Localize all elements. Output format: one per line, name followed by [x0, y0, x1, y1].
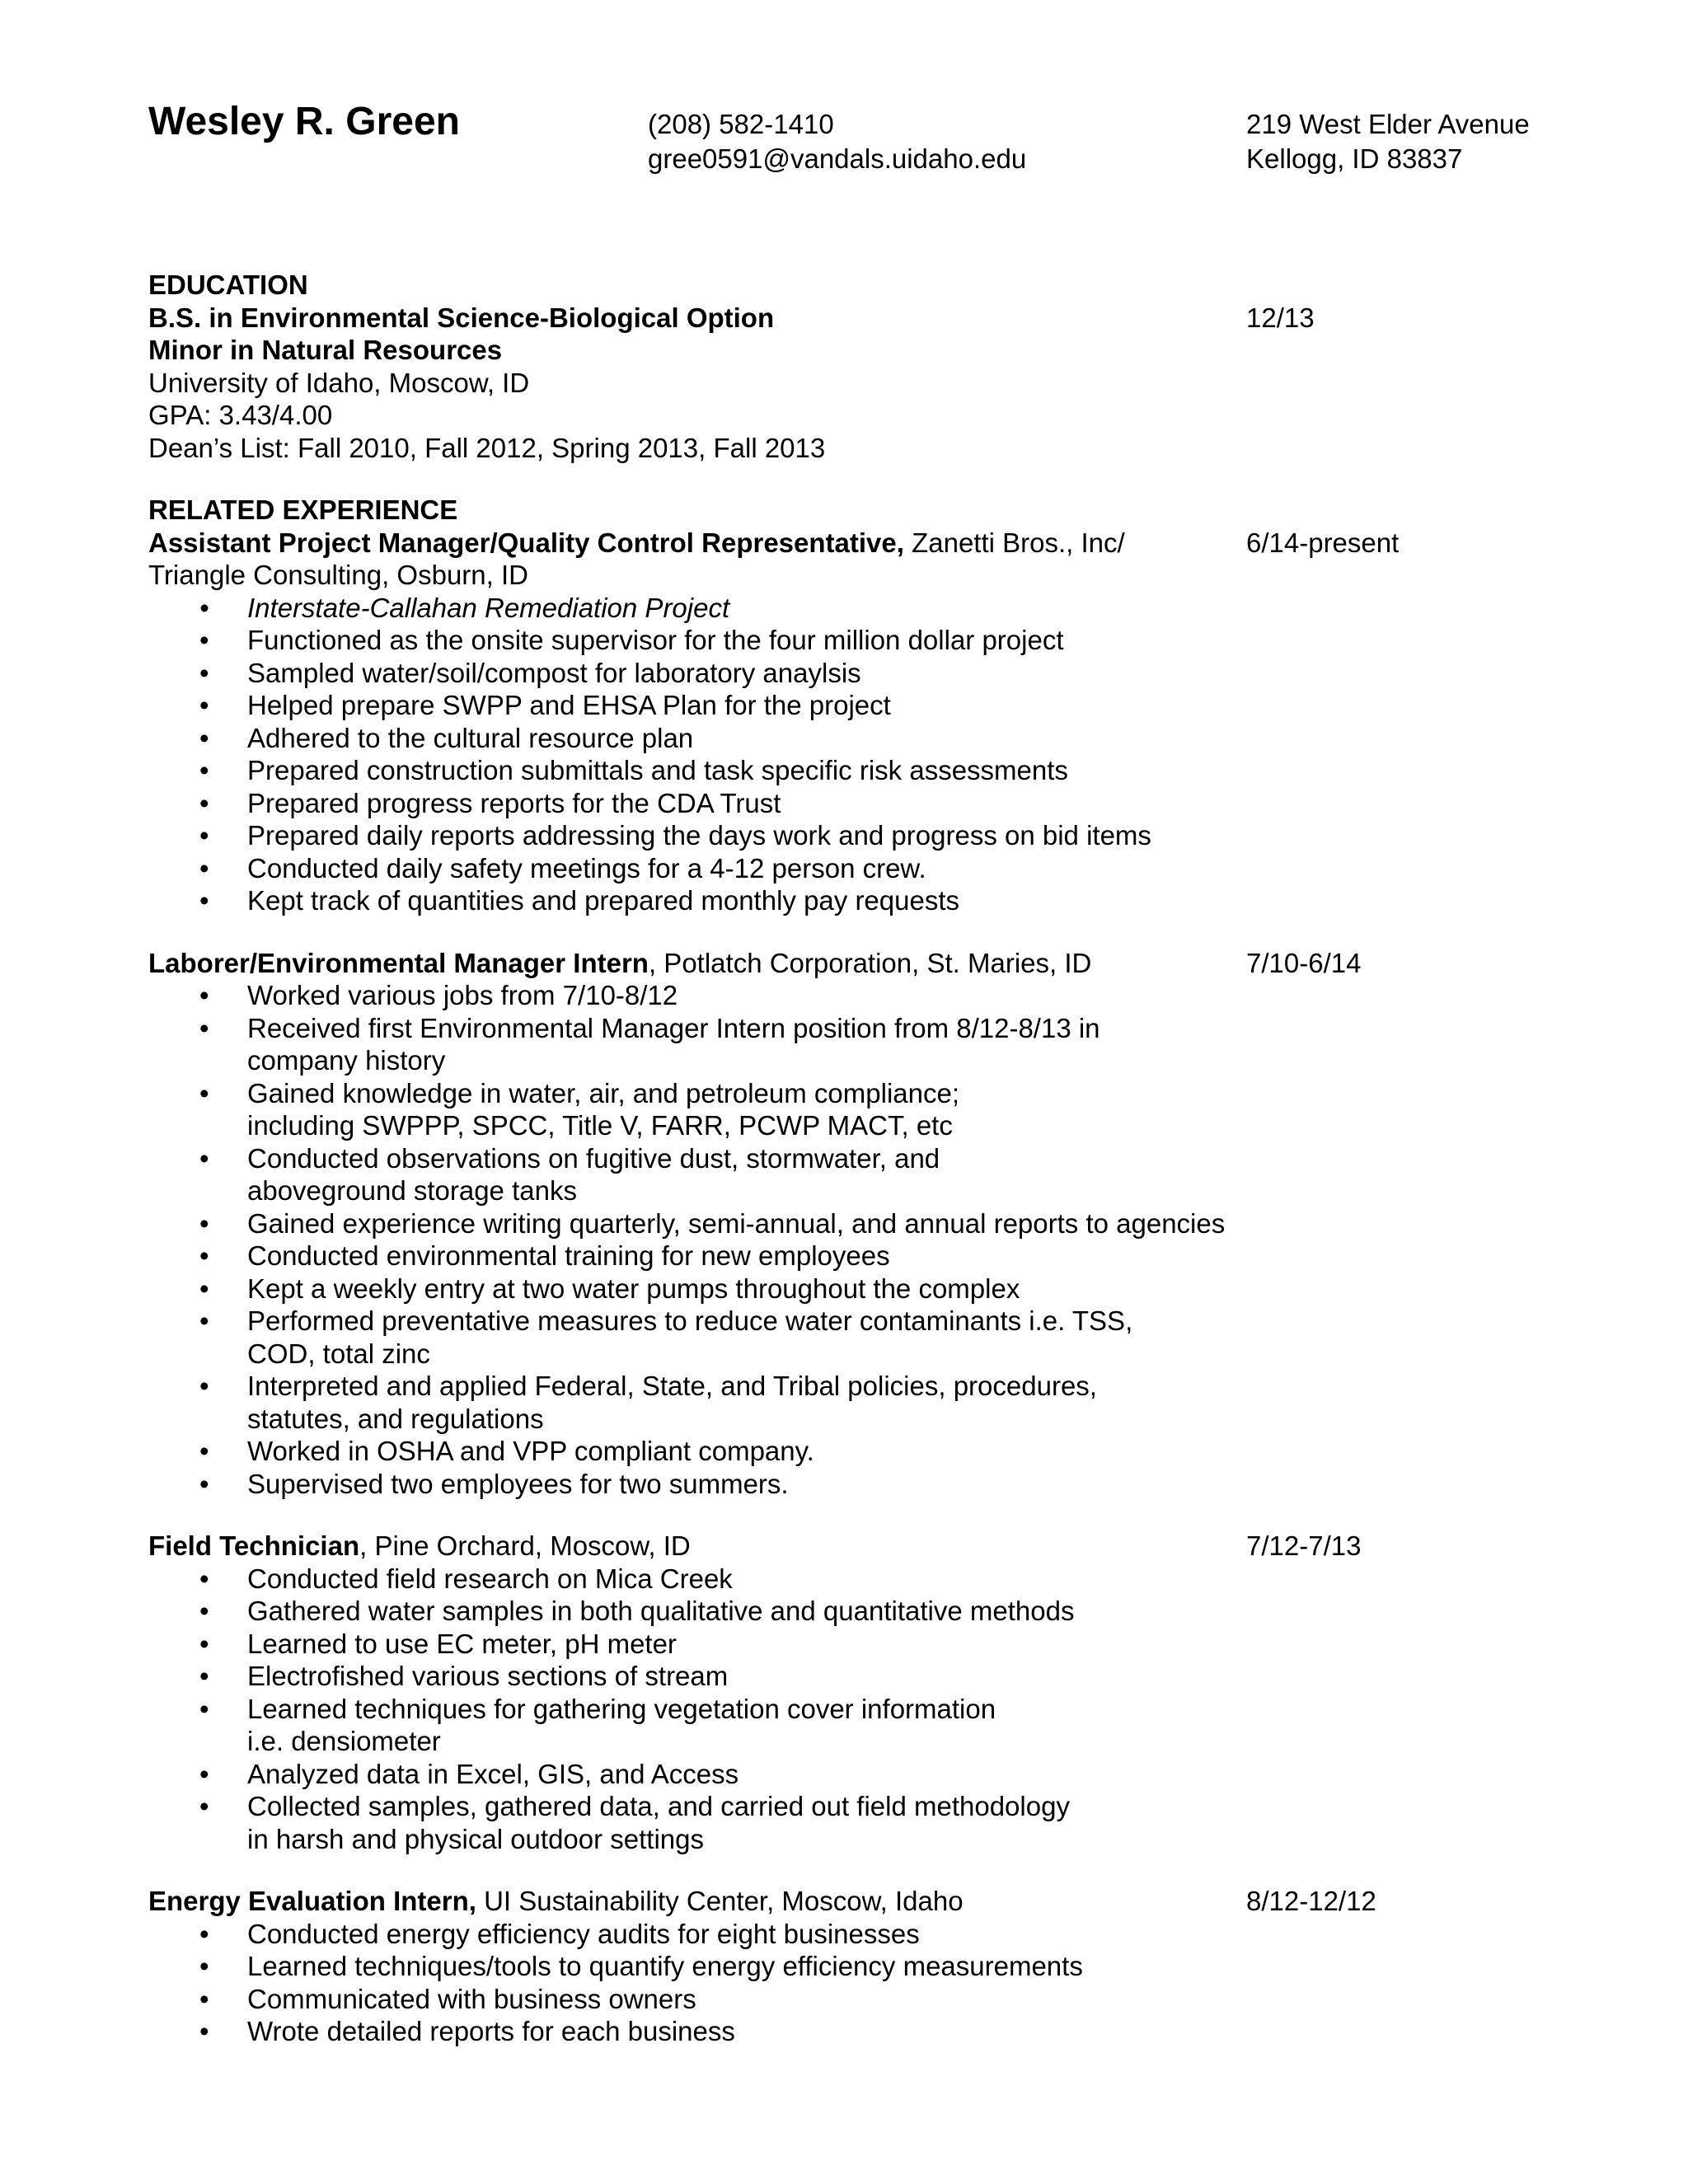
- school: University of Idaho, Moscow, ID: [148, 367, 530, 398]
- bullet-item: • Supervised two employees for two summers.: [148, 1468, 1582, 1501]
- bullet-item: • Analyzed data in Excel, GIS, and Access: [148, 1758, 1582, 1791]
- job-bullets: [148, 1918, 1582, 2048]
- job-entry: [148, 1885, 1582, 2048]
- bullet-item: • Conducted energy efficiency audits for eight businesses: [148, 1918, 1582, 1951]
- address-line-1: 219 West Elder Avenue: [1246, 109, 1530, 139]
- job-org: , Potlatch Corporation, St. Maries, ID: [648, 947, 1092, 978]
- experience-section: [148, 494, 1582, 2048]
- bullet-item: • Helped prepare SWPP and EHSA Plan for the project: [148, 689, 1582, 722]
- job-header: [148, 1530, 1582, 1563]
- address-block: [1246, 107, 1530, 176]
- bullet-item: • Conducted daily safety meetings for a 4-12 person crew.: [148, 852, 1582, 885]
- job-date: 8/12-12/12: [1246, 1886, 1376, 1916]
- job-header: [148, 527, 1582, 560]
- job-bullets: [148, 592, 1582, 917]
- bullet-item: • Worked various jobs from 7/10-8/12: [148, 979, 1582, 1012]
- job-title: Energy Evaluation Intern,: [148, 1886, 476, 1916]
- job-org-line2: Triangle Consulting, Osburn, ID: [148, 560, 528, 590]
- bullet-item: • Communicated with business owners: [148, 1983, 1582, 2016]
- bullet-item: • Performed preventative measures to reduce water contaminants i.e. TSS, COD, total zinc: [148, 1305, 1582, 1370]
- bullet-item: • Functioned as the onsite supervisor for the four million dollar project: [148, 624, 1582, 657]
- job-title: Assistant Project Manager/Quality Control Representative,: [148, 527, 904, 558]
- address-line-2: Kellogg, ID 83837: [1246, 143, 1463, 174]
- bullet-item: • Learned techniques/tools to quantify energy efficiency measurements: [148, 1950, 1582, 1983]
- bullet-item: • Learned to use EC meter, pH meter: [148, 1628, 1582, 1661]
- bullet-item: • Prepared construction submittals and task specific risk assessments: [148, 754, 1582, 787]
- job-date: 6/14-present: [1246, 527, 1400, 558]
- bullet-item: • Kept a weekly entry at two water pumps throughout the complex: [148, 1272, 1582, 1305]
- phone-number: (208) 582-1410: [648, 109, 834, 139]
- job-org: UI Sustainability Center, Moscow, Idaho: [476, 1886, 964, 1916]
- contact-block: [648, 107, 1026, 176]
- job-date: 7/10-6/14: [1246, 947, 1362, 978]
- bullet-item: • Worked in OSHA and VPP compliant company.: [148, 1435, 1582, 1468]
- job-header: [148, 1885, 1582, 1918]
- bullet-item: • Electrofished various sections of stream: [148, 1660, 1582, 1693]
- bullet-item: • Conducted field research on Mica Creek: [148, 1563, 1582, 1596]
- education-section: [148, 269, 1582, 464]
- job-title: Field Technician: [148, 1530, 360, 1561]
- bullet-item: • Collected samples, gathered data, and carried out field methodology in harsh and physical outdoor settings: [148, 1790, 1582, 1855]
- degree-title: B.S. in Environmental Science-Biological Option: [148, 302, 775, 333]
- resume-body: [148, 269, 1582, 2048]
- email-address: gree0591@vandals.uidaho.edu: [648, 143, 1027, 174]
- bullet-item: • Prepared progress reports for the CDA Trust: [148, 787, 1582, 820]
- degree-date: 12/13: [1246, 302, 1315, 333]
- bullet-item: • Sampled water/soil/compost for laboratory anaylsis: [148, 657, 1582, 690]
- bullet-item: • Gained experience writing quarterly, semi-annual, and annual reports to agencies: [148, 1207, 1582, 1240]
- job-org: , Pine Orchard, Moscow, ID: [359, 1530, 691, 1561]
- bullet-item: • Kept track of quantities and prepared monthly pay requests: [148, 884, 1582, 917]
- job-org: Zanetti Bros., Inc/: [903, 527, 1125, 558]
- bullet-item: • Learned techniques for gathering vegetation cover information i.e. densiometer: [148, 1693, 1582, 1758]
- job-bullets: [148, 1563, 1582, 1856]
- bullet-item: • Interpreted and applied Federal, State, and Tribal policies, procedures, statutes, and regulations: [148, 1370, 1582, 1435]
- bullet-item: • Wrote detailed reports for each business: [148, 2015, 1582, 2048]
- minor: Minor in Natural Resources: [148, 335, 503, 365]
- job-entry: [148, 1530, 1582, 1855]
- bullet-item: • Gained knowledge in water, air, and petroleum compliance; including SWPPP, SPCC, Title V, FARR, PCWP MACT, etc: [148, 1077, 1582, 1142]
- bullet-item: • Adhered to the cultural resource plan: [148, 722, 1582, 755]
- candidate-name: Wesley R. Green: [148, 100, 460, 143]
- section-heading-experience: RELATED EXPERIENCE: [148, 494, 458, 525]
- job-header: [148, 947, 1582, 980]
- job-title: Laborer/Environmental Manager Intern: [148, 947, 649, 978]
- job-entry: [148, 947, 1582, 1501]
- job-date: 7/12-7/13: [1246, 1530, 1362, 1561]
- gpa: GPA: 3.43/4.00: [148, 400, 333, 430]
- bullet-item: • Prepared daily reports addressing the days work and progress on bid items: [148, 819, 1582, 852]
- bullet-item: • Gathered water samples in both qualitative and quantitative methods: [148, 1595, 1582, 1628]
- degree-row: [148, 302, 1582, 335]
- section-heading-education: EDUCATION: [148, 269, 308, 300]
- job-entry: [148, 527, 1582, 917]
- deans-list: Dean’s List: Fall 2010, Fall 2012, Spring 2013, Fall 2013: [148, 432, 826, 463]
- bullet-item: • Conducted environmental training for new employees: [148, 1240, 1582, 1272]
- bullet-item: • Conducted observations on fugitive dust, stormwater, and aboveground storage tanks: [148, 1142, 1582, 1207]
- bullet-item: • Received first Environmental Manager Intern position from 8/12-8/13 in company history: [148, 1012, 1582, 1077]
- bullet-item: • Interstate-Callahan Remediation Project: [148, 592, 1582, 625]
- job-bullets: [148, 979, 1582, 1500]
